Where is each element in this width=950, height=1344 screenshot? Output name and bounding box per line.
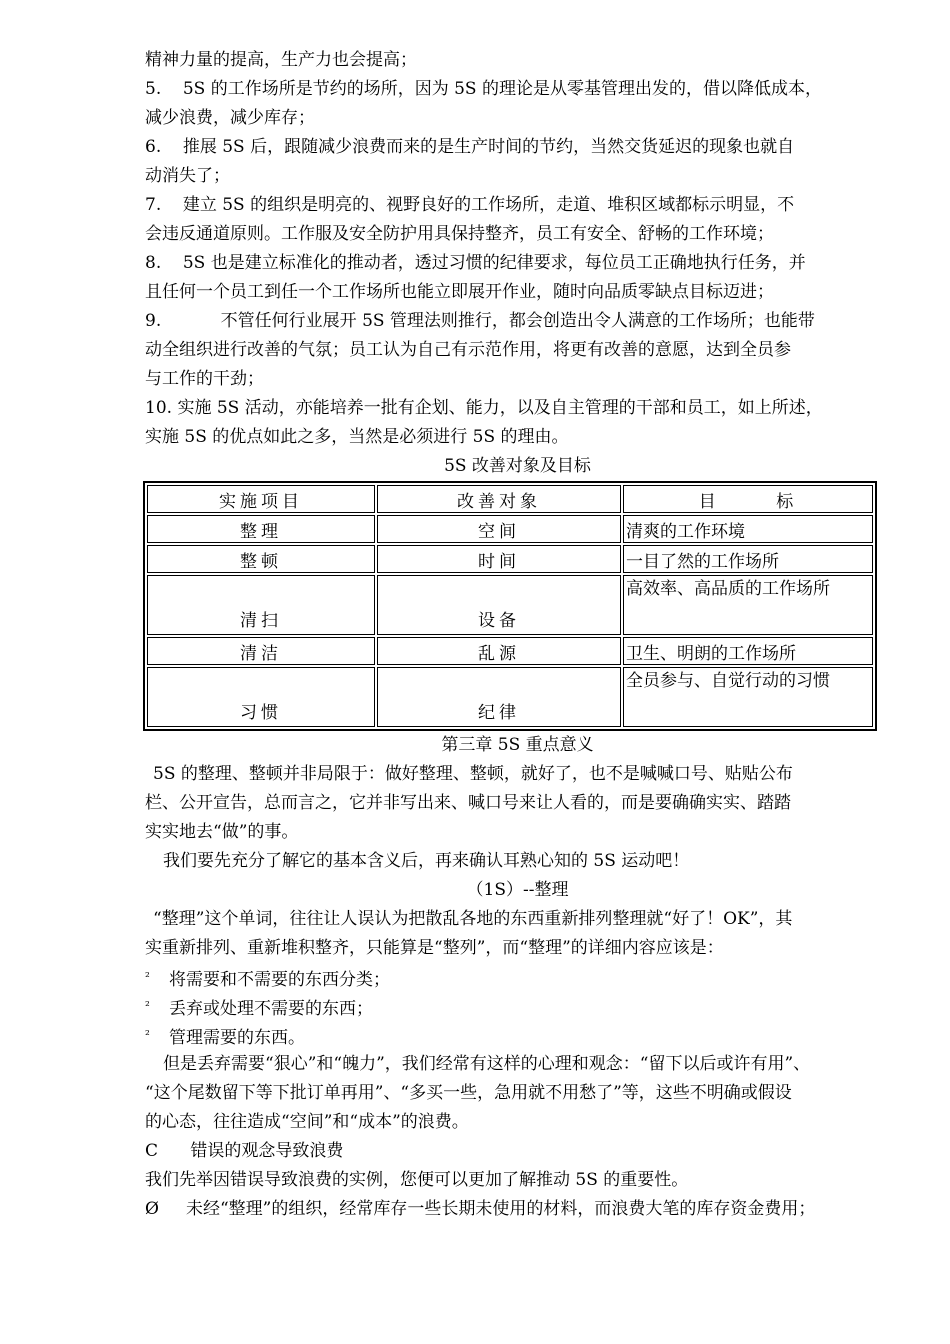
- section-1s-body: [145, 905, 890, 963]
- table-row: [147, 667, 873, 727]
- cell-item: 清洁: [147, 637, 375, 665]
- table-caption: 5S 改善对象及目标: [444, 456, 591, 476]
- list-item: [145, 1021, 890, 1050]
- text-line: 我们先举因错误导致浪费的实例，您便可以更加了解推动 5S 的重要性。: [145, 1170, 689, 1190]
- text-line: 8. 5S 也是建立标准化的推动者，透过习惯的纪律要求，每位员工正确地执行任务，并: [145, 253, 806, 273]
- text-line: 5. 5S 的工作场所是节约的场所，因为 5S 的理论是从零基管理出发的，借以降低成本，: [145, 79, 822, 99]
- bullet-text: 管理需要的东西。: [169, 1028, 305, 1048]
- cell-object: 设备: [377, 575, 621, 635]
- header-item: 实施项目: [147, 485, 375, 513]
- closing-paragraphs: [145, 1166, 890, 1224]
- text-line: 的心态，往往造成“空间”和“成本”的浪费。: [145, 1112, 469, 1132]
- cell-item: 整顿: [147, 545, 375, 573]
- bullet-mark: ²: [145, 1028, 150, 1042]
- bullet-text: 将需要和不需要的东西分类；: [169, 970, 390, 990]
- cell-goal: 卫生、明朗的工作场所: [623, 637, 873, 665]
- section-title: （1S）--整理: [466, 880, 569, 900]
- text-line: 6. 推展 5S 后，跟随减少浪费而来的是生产时间的节约，当然交货延迟的现象也就自: [145, 137, 795, 157]
- text-line: 精神力量的提高，生产力也会提高；: [145, 50, 417, 70]
- discard-paragraph: [145, 1050, 890, 1137]
- cell-goal: 清爽的工作环境: [623, 515, 873, 543]
- chapter-intro: [145, 760, 890, 876]
- cell-goal: 全员参与、自觉行动的习惯: [623, 667, 873, 727]
- header-object: 改善对象: [377, 485, 621, 513]
- cell-item: 整理: [147, 515, 375, 543]
- table-row: [147, 575, 873, 635]
- text-line: 动全组织进行改善的气氛；员工认为自己有示范作用，将更有改善的意愿，达到全员参: [145, 340, 791, 360]
- sub-heading: C 错误的观念导致浪费: [145, 1141, 344, 1161]
- text-line: 实重新排列、重新堆积整齐，只能算是“整列”，而“整理”的详细内容应该是：: [145, 938, 724, 958]
- text-line: 9. 不管任何行业展开 5S 管理法则推行，都会创造出令人满意的工作场所；也能带: [145, 311, 815, 331]
- bullet-text: 丢弃或处理不需要的东西；: [169, 999, 373, 1019]
- cell-item: 习惯: [147, 667, 375, 727]
- header-goal: 目 标: [623, 485, 873, 513]
- text-line: 我们要先充分了解它的基本含义后，再来确认耳熟心知的 5S 运动吧！: [163, 851, 690, 871]
- text-line: 减少浪费，减少库存；: [145, 108, 315, 128]
- text-line: 7. 建立 5S 的组织是明亮的、视野良好的工作场所，走道、堆积区域都标示明显，不: [145, 195, 795, 215]
- cell-object: 乱源: [377, 637, 621, 665]
- text-line: 动消失了；: [145, 166, 230, 186]
- table-row: [147, 637, 873, 665]
- improvement-table: [143, 481, 877, 731]
- chapter-title: 第三章 5S 重点意义: [441, 735, 594, 755]
- table-row: [147, 515, 873, 543]
- cell-object: 时间: [377, 545, 621, 573]
- intro-paragraphs: [145, 46, 890, 452]
- text-line: 但是丢弃需要“狠心”和“魄力”，我们经常有这样的心理和观念：“留下以后或许有用”、: [163, 1054, 811, 1074]
- cell-object: 纪律: [377, 667, 621, 727]
- list-item: [145, 992, 890, 1021]
- document-page: [145, 46, 890, 1224]
- bullet-mark: ²: [145, 999, 150, 1013]
- table-header-row: [147, 485, 873, 513]
- bullet-list: [145, 963, 890, 1050]
- cell-object: 空间: [377, 515, 621, 543]
- text-line: 实实地去“做”的事。: [145, 822, 299, 842]
- text-line: “整理”这个单词，往往让人误认为把散乱各地的东西重新排列整理就“好了！OK”，其: [153, 909, 793, 929]
- text-line: 10. 实施 5S 活动，亦能培养一批有企划、能力，以及自主管理的干部和员工，如上所述，: [145, 398, 823, 418]
- text-line: 与工作的干劲；: [145, 369, 264, 389]
- cell-goal: 高效率、高品质的工作场所: [623, 575, 873, 635]
- text-line: 会违反通道原则。工作服及安全防护用具保持整齐，员工有安全、舒畅的工作环境；: [145, 224, 774, 244]
- cell-item: 清扫: [147, 575, 375, 635]
- bullet-mark: ²: [145, 970, 150, 984]
- text-line: 实施 5S 的优点如此之多，当然是必须进行 5S 的理由。: [145, 427, 569, 447]
- text-line: 且任何一个员工到任一个工作场所也能立即展开作业，随时向品质零缺点目标迈进；: [145, 282, 774, 302]
- list-item: [145, 963, 890, 992]
- text-line: 栏、公开宣告，总而言之，它并非写出来、喊口号来让人看的，而是要确确实实、踏踏: [145, 793, 791, 813]
- text-line: 5S 的整理、整顿并非局限于：做好整理、整顿，就好了，也不是喊喊口号、贴贴公布: [153, 764, 793, 784]
- text-line: Ø 未经“整理”的组织，经常库存一些长期未使用的材料，而浪费大笔的库存资金费用；: [145, 1199, 816, 1219]
- text-line: “这个尾数留下等下批订单再用”、“多买一些，急用就不用愁了”等，这些不明确或假设: [145, 1083, 792, 1103]
- cell-goal: 一目了然的工作场所: [623, 545, 873, 573]
- table-row: [147, 545, 873, 573]
